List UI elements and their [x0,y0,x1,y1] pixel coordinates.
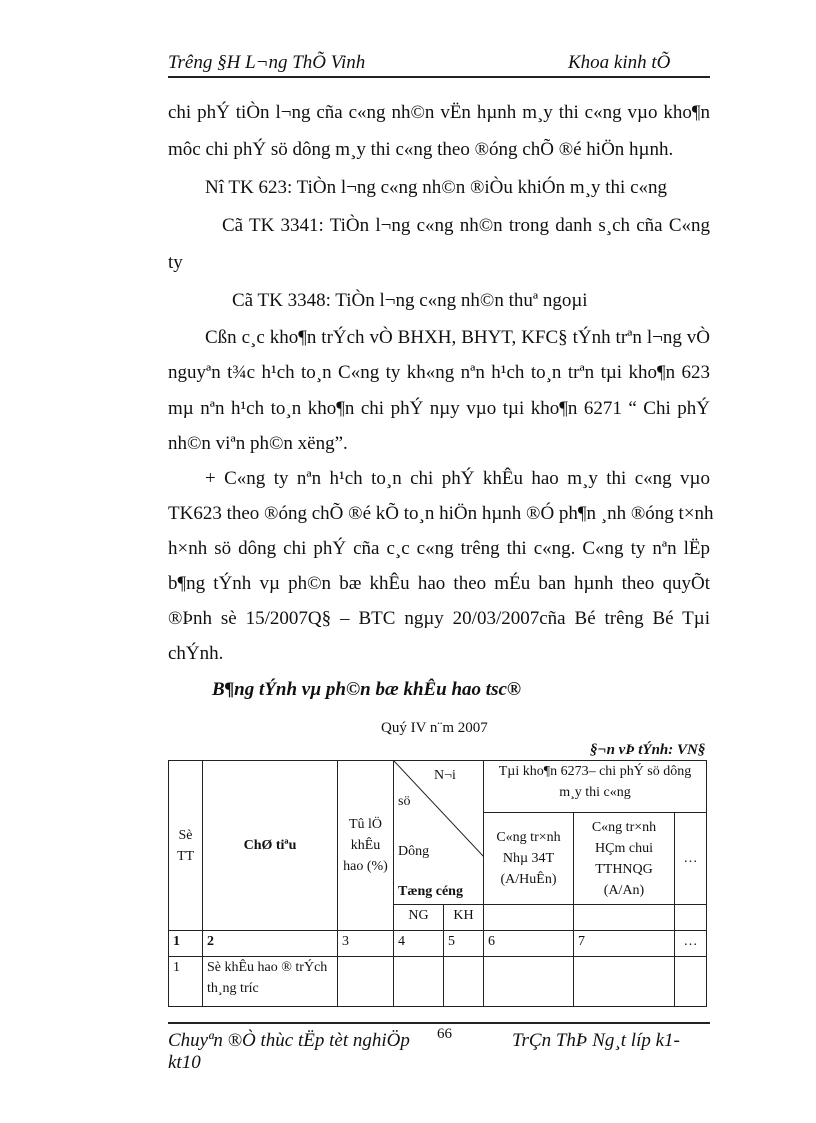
col-ct2: C«ng tr×nh HÇm chui TTHNQG (A/An) [574,813,675,905]
col-ct1: C«ng tr×nh Nhµ 34T (A/HuÊn) [484,813,574,905]
p1-line1: chi phÝ tiÒn l¬ng cña c«ng nh©n vËn hµnh m¸y thi c«ng vµo kho¶n [168,102,710,123]
table-row [169,957,707,1007]
col-tyle: Tû lÖ khÊu hao (%) [338,761,394,931]
col-group: Tµi kho¶n 6273– chi phÝ sö dông m¸y thi c«ng [484,761,707,813]
col-ng: NG [394,905,444,931]
index-row [169,931,707,957]
p4: Cã TK 3348: TiÒn l¬ng c«ng nh©n thuª ngoµi [232,290,588,311]
idx-2: 2 [203,931,338,957]
idx-7: 7 [574,931,675,957]
footer-right: TrÇn ThÞ Ng¸t líp k1- [512,1030,680,1051]
p6-line1: + C«ng ty nªn h¹ch to¸n chi phÝ khÊu hao m¸y thi c«ng vµo [205,468,710,489]
p1-line2: môc chi phÝ sö dông m¸y thi c«ng theo ®óng chÕ ®é hiÖn hµnh. [168,139,674,160]
col-tongcong: Tæng céng [398,884,463,899]
footer-rule [168,1022,710,1024]
depreciation-table [168,760,707,1007]
page-number: 66 [437,1026,452,1042]
col-dung: Dông [398,844,430,859]
table-subcaption: Quý IV n¨m 2007 [381,720,488,736]
col-noi: N¬i [434,768,456,783]
p6-line5: ®Þnh sè 15/2007Q§ – BTC ngµy 20/03/2007cña Bé trêng Bé Tµi [168,608,710,629]
p2: Nî TK 623: TiÒn l¬ng c«ng nh©n ®iÒu khiÓn m¸y thi c«ng [205,177,668,198]
table-caption: B¶ng tÝnh vµ ph©n bæ khÊu hao tsc® [212,679,522,700]
p5-line1: Cßn c¸c kho¶n trÝch vÒ BHXH, BHYT, KFC§ tÝnh trªn l¬ng vÒ [205,327,710,348]
col-chitieu: ChØ tiªu [203,761,338,931]
col-noi-sudung [394,761,484,905]
footer-left: Chuyªn ®Ò thùc tËp tèt nghiÖp [168,1030,410,1051]
idx-more: … [675,931,707,957]
p6-line3: h×nh sö dông chi phÝ cña c¸c c«ng trêng thi c«ng. C«ng ty nªn lËp [168,538,710,559]
col-sd: sö [398,794,411,809]
idx-4: 4 [394,931,444,957]
header-rule [168,76,710,78]
idx-1: 1 [169,931,203,957]
footer-left-2: kt10 [168,1052,201,1073]
p3-line2: ty [168,252,183,273]
idx-5: 5 [444,931,484,957]
header-right: Khoa kinh tÕ [568,52,671,73]
p6-line6: chÝnh. [168,643,224,664]
p6-line2: TK623 theo ®óng chÕ ®é kÕ to¸n hiÖn hµnh ®Ó ph¶n ¸nh ®óng t×nh [168,503,714,524]
table-unit: §¬n vÞ tÝnh: VN§ [590,742,706,758]
header-left: Trêng §H L¬ng ThÕ Vinh [168,52,366,73]
row1-stt: 1 [169,957,203,1007]
p6-line4: b¶ng tÝnh vµ ph©n bæ khÊu hao theo mÉu ban hµnh theo quyÕt [168,573,710,594]
p5-line4: nh©n viªn ph©n xëng”. [168,433,348,454]
p3-line1: Cã TK 3341: TiÒn l¬ng c«ng nh©n trong danh s¸ch cña C«ng [222,215,710,236]
p5-line2: nguyªn t¾c h¹ch to¸n C«ng ty kh«ng nªn h¹ch to¸n trªn tµi kho¶n 623 [168,362,710,383]
col-kh: KH [444,905,484,931]
row1-label: Sè khÊu hao ® trÝch th¸ng tríc [203,957,338,1007]
idx-3: 3 [338,931,394,957]
col-stt: Sè TT [169,761,203,931]
p5-line3: mµ nªn h¹ch to¸n kho¶n chi phÝ nµy vµo tµi kho¶n 6271 “ Chi phÝ [168,398,710,419]
col-more: … [675,813,707,905]
idx-6: 6 [484,931,574,957]
